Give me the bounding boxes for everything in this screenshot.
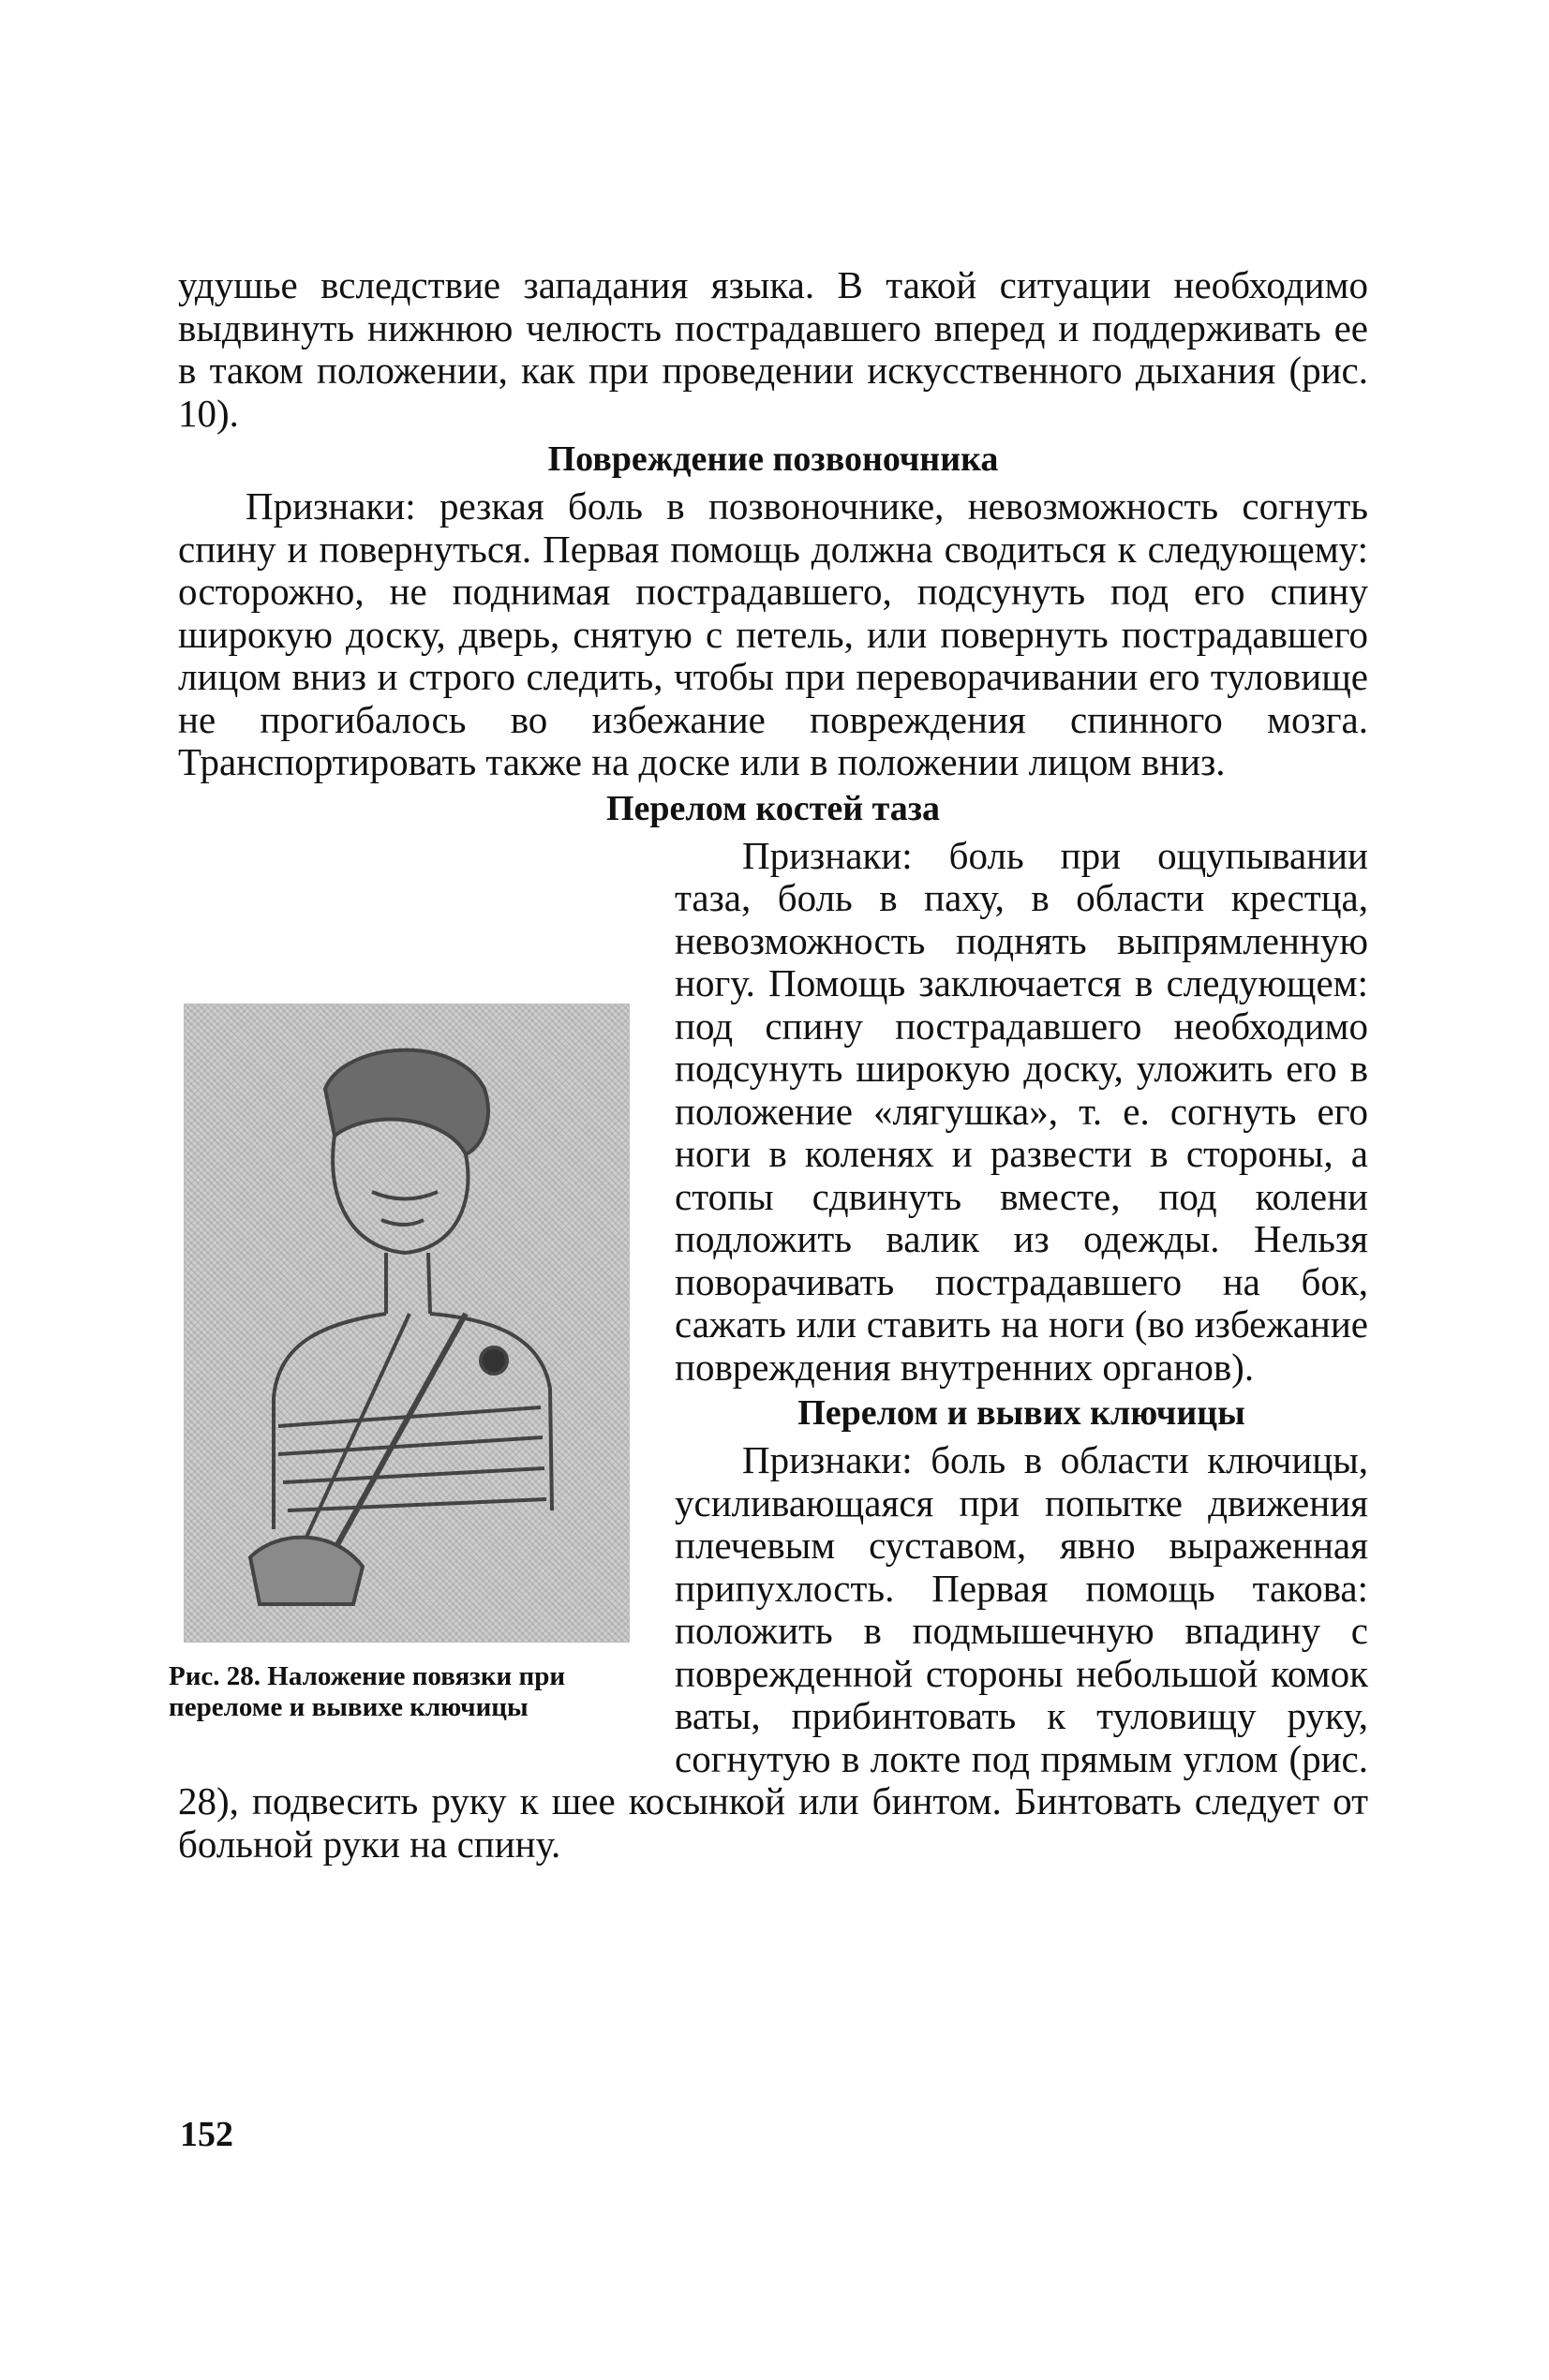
page-number: 152	[180, 2115, 233, 2154]
text-column	[169, 263, 1368, 1866]
figure-wrap-area	[169, 833, 1368, 1867]
bandage-drawing-icon	[185, 1004, 629, 1642]
intro-paragraph: удушье вследствие западания языка. В такой ситуации необходимо выдвинуть нижнюю челюсть пострадавшего вперед и поддерживать ее в таком положении, как при проведении искусственного дыхания (рис. 10).	[178, 263, 1368, 435]
paragraph-pelvic-fracture: Признаки: боль при ощупывании таза, боль в паху, в области крестца, невозможность поднять выпрямленную ногу. Помощь заключается в следующем: под спину пострадавшего необходимо подсунуть широкую доску, уложить его в положение «лягушка», т. е. согнуть его ноги в коленях и развести в стороны, а стопы сдвинуть вместе, под колени подложить валик из одежды. Нельзя поворачивать пострадавшего на бок, сажать или ставить на ноги (во избежание повреждения внутренних органов).	[675, 833, 1368, 1389]
paragraph-clavicle-fracture: Признаки: боль в области ключицы, усиливающаяся при попытке движения плечевым суставом, явно выраженная припухлость. Первая помощь такова: положить в подмышечную впадину с поврежденной стороны небольшой комок ваты, прибинтовать к туловищу руку, согнутую в локте под прямым углом (рис. 28), подвесить руку к шее косынкой или бинтом. Бинтовать следует от больной руки на спину.	[178, 1438, 1368, 1866]
figure-caption: Рис. 28. Наложение повязки при переломе и вывихе ключицы	[169, 1660, 566, 1722]
figure-illustration-icon	[184, 1004, 630, 1643]
heading-pelvic-fracture: Перелом костей таза	[606, 788, 940, 828]
heading-clavicle-fracture: Перелом и вывих ключицы	[797, 1393, 1245, 1433]
paragraph-spine-injury: Признаки: резкая боль в позвоночнике, невозможность согнуть спину и повернуться. Первая помощь должна сводиться к следующему: осторожно, не поднимая пострадавшего, подсунуть под его спину широкую доску, дверь, снятую с петель, или повернуть пострадавшего лицом вниз и строго следить, чтобы при переворачивании его туловище не прогибалось во избежание повреждения спинного мозга. Транспортировать также на доске или в положении лицом вниз.	[178, 484, 1368, 783]
figure-block	[169, 921, 656, 1746]
heading-spine-injury: Повреждение позвоночника	[547, 439, 999, 479]
